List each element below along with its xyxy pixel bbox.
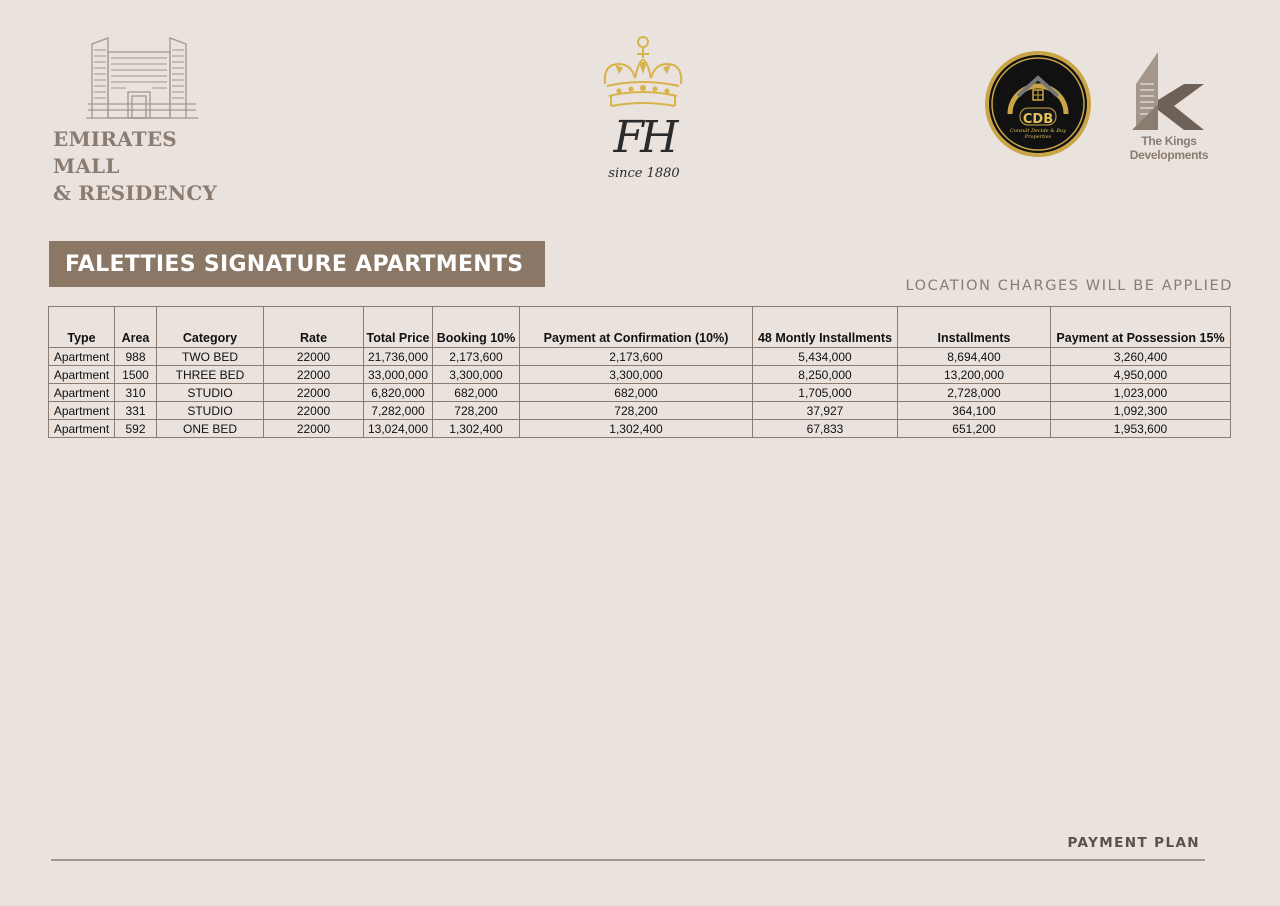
table-cell: 2,728,000	[898, 384, 1051, 402]
table-cell: 21,736,000	[364, 348, 433, 366]
table-cell: 728,200	[433, 402, 520, 420]
column-header-category: Category	[157, 307, 264, 348]
table-cell: 22000	[264, 384, 364, 402]
table-cell: 8,694,400	[898, 348, 1051, 366]
cdb-tagline: Consult Decide & Buy Properties	[1010, 128, 1066, 140]
table-cell: 6,820,000	[364, 384, 433, 402]
emirates-logo-line1: EMIRATES MALL	[53, 127, 177, 178]
table-cell: 592	[115, 420, 157, 438]
table-cell: 22000	[264, 366, 364, 384]
fh-crown-logo	[585, 34, 705, 186]
table-cell: 2,173,600	[520, 348, 753, 366]
table-cell: THREE BED	[157, 366, 264, 384]
table-header-row	[49, 307, 1231, 348]
pricing-table	[48, 306, 1231, 438]
table-cell: 651,200	[898, 420, 1051, 438]
column-header-monthly-installments: 48 Montly Installments	[753, 307, 898, 348]
table-cell: 1,302,400	[433, 420, 520, 438]
table-cell: 988	[115, 348, 157, 366]
table-cell: 13,200,000	[898, 366, 1051, 384]
page-title: FALETTIES SIGNATURE APARTMENTS	[65, 251, 524, 277]
table-row	[49, 384, 1231, 402]
table-cell: 1,953,600	[1051, 420, 1231, 438]
table-cell: 22000	[264, 420, 364, 438]
column-header-possession: Payment at Possession 15%	[1051, 307, 1231, 348]
kings-k-icon	[1104, 44, 1234, 134]
table-row	[49, 402, 1231, 420]
table-cell: 3,260,400	[1051, 348, 1231, 366]
column-header-confirmation: Payment at Confirmation (10%)	[520, 307, 753, 348]
kings-developments-name: The Kings Developments	[1129, 134, 1209, 162]
table-cell: STUDIO	[157, 402, 264, 420]
location-charges-note: LOCATION CHARGES WILL BE APPLIED	[905, 278, 1233, 294]
footer-payment-plan-label: PAYMENT PLAN	[1067, 835, 1200, 851]
column-header-installments: Installments	[898, 307, 1051, 348]
table-cell: 364,100	[898, 402, 1051, 420]
table-cell: Apartment	[49, 348, 115, 366]
table-cell: 4,950,000	[1051, 366, 1231, 384]
table-cell: 37,927	[753, 402, 898, 420]
table-cell: 3,300,000	[433, 366, 520, 384]
table-row	[49, 366, 1231, 384]
emirates-logo-line2: & RESIDENCY	[53, 181, 217, 205]
table-cell: STUDIO	[157, 384, 264, 402]
column-header-area: Area	[115, 307, 157, 348]
emirates-mall-logo	[50, 34, 240, 205]
column-header-total-price: Total Price	[364, 307, 433, 348]
footer-divider	[51, 859, 1205, 861]
table-cell: TWO BED	[157, 348, 264, 366]
fh-since-text: since 1880	[608, 166, 680, 181]
table-cell: Apartment	[49, 402, 115, 420]
table-cell: 1,023,000	[1051, 384, 1231, 402]
table-cell: 728,200	[520, 402, 753, 420]
table-cell: Apartment	[49, 366, 115, 384]
table-cell: 310	[115, 384, 157, 402]
table-cell: 682,000	[520, 384, 753, 402]
table-cell: 33,000,000	[364, 366, 433, 384]
table-cell: 3,300,000	[520, 366, 753, 384]
table-cell: 13,024,000	[364, 420, 433, 438]
table-cell: Apartment	[49, 420, 115, 438]
table-cell: 1,705,000	[753, 384, 898, 402]
table-cell: 7,282,000	[364, 402, 433, 420]
table-cell: 2,173,600	[433, 348, 520, 366]
cdb-badge-icon	[984, 50, 1092, 158]
building-icon	[86, 34, 198, 120]
table-cell: 1,302,400	[520, 420, 753, 438]
table-cell: 22000	[264, 348, 364, 366]
table-row	[49, 420, 1231, 438]
column-header-rate: Rate	[264, 307, 364, 348]
table-cell: 67,833	[753, 420, 898, 438]
table-cell: 22000	[264, 402, 364, 420]
table-cell: Apartment	[49, 384, 115, 402]
column-header-type: Type	[49, 307, 115, 348]
cdb-logo	[984, 50, 1092, 158]
table-cell: ONE BED	[157, 420, 264, 438]
table-cell: 8,250,000	[753, 366, 898, 384]
title-banner	[49, 241, 545, 287]
column-header-booking: Booking 10%	[433, 307, 520, 348]
table-row	[49, 348, 1231, 366]
crown-icon	[585, 34, 705, 124]
table-cell: 1500	[115, 366, 157, 384]
table-cell: 331	[115, 402, 157, 420]
kings-developments-logo	[1104, 44, 1234, 162]
table-cell: 5,434,000	[753, 348, 898, 366]
fh-monogram: FH	[613, 112, 675, 163]
table-cell: 1,092,300	[1051, 402, 1231, 420]
table-cell: 682,000	[433, 384, 520, 402]
cdb-abbr: CDB	[1022, 112, 1054, 127]
